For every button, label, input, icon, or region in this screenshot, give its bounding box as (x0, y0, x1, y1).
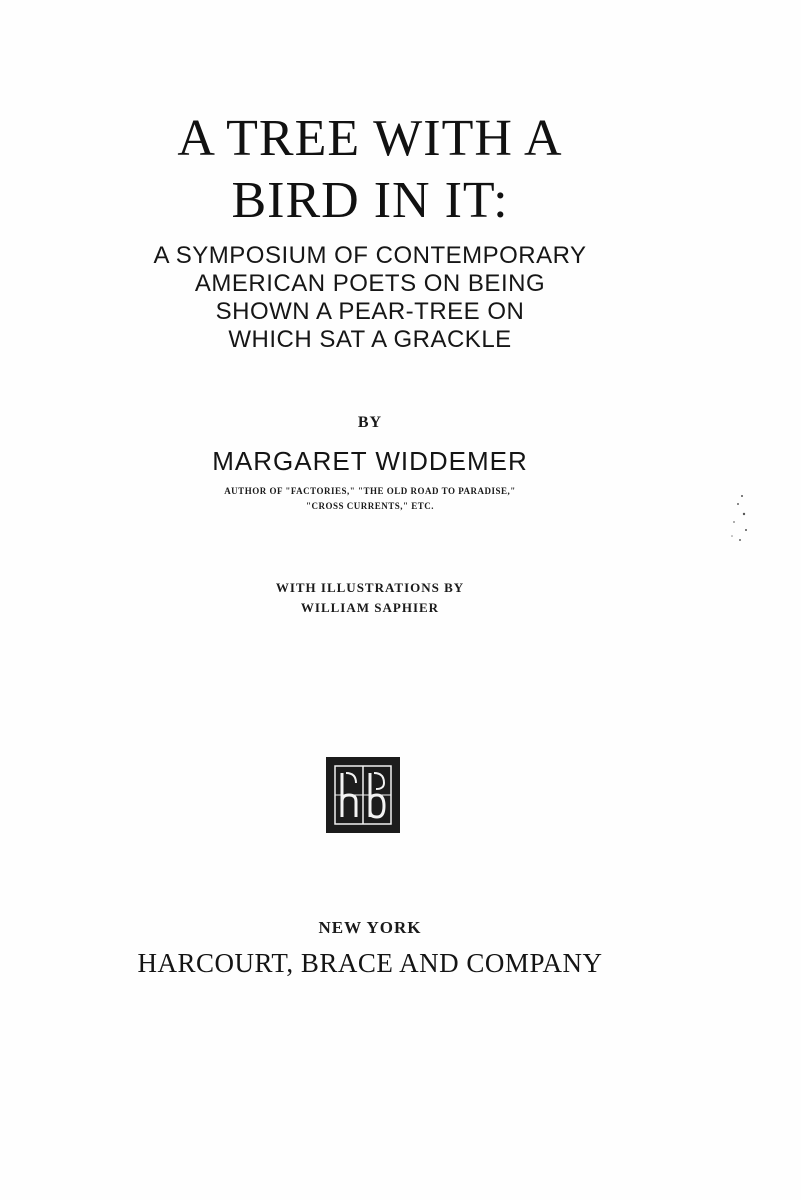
title-line-1: A TREE WITH A (177, 110, 563, 167)
paper-specks (720, 490, 760, 550)
monogram-graphic (326, 757, 400, 833)
title-line-2: BIRD IN IT: (231, 172, 509, 229)
book-subtitle (0, 242, 740, 354)
illustrations-line-2: WILLIAM SAPHIER (300, 600, 440, 615)
publisher-monogram-icon (326, 757, 400, 833)
subtitle-line-1: A SYMPOSIUM OF CONTEMPORARY (153, 242, 587, 269)
subtitle-line-2: AMERICAN POETS ON BEING (194, 270, 546, 297)
author-name: MARGARET WIDDEMER (212, 446, 528, 476)
credits-line-1: AUTHOR OF "FACTORIES," "THE OLD ROAD TO PARADISE," (224, 486, 516, 496)
publisher-name: HARCOURT, BRACE AND COMPANY (137, 948, 603, 978)
by-label: BY (357, 414, 383, 431)
publication-place: NEW YORK (318, 918, 422, 937)
credits-line-2: "CROSS CURRENTS," ETC. (305, 501, 435, 511)
illustrator-credit (0, 578, 740, 618)
subtitle-line-4: WHICH SAT A GRACKLE (228, 326, 512, 353)
subtitle-line-3: SHOWN A PEAR-TREE ON (215, 298, 525, 325)
author-credits (0, 484, 740, 514)
illustrations-line-1: WITH ILLUSTRATIONS BY (275, 580, 465, 595)
book-title (0, 108, 740, 232)
